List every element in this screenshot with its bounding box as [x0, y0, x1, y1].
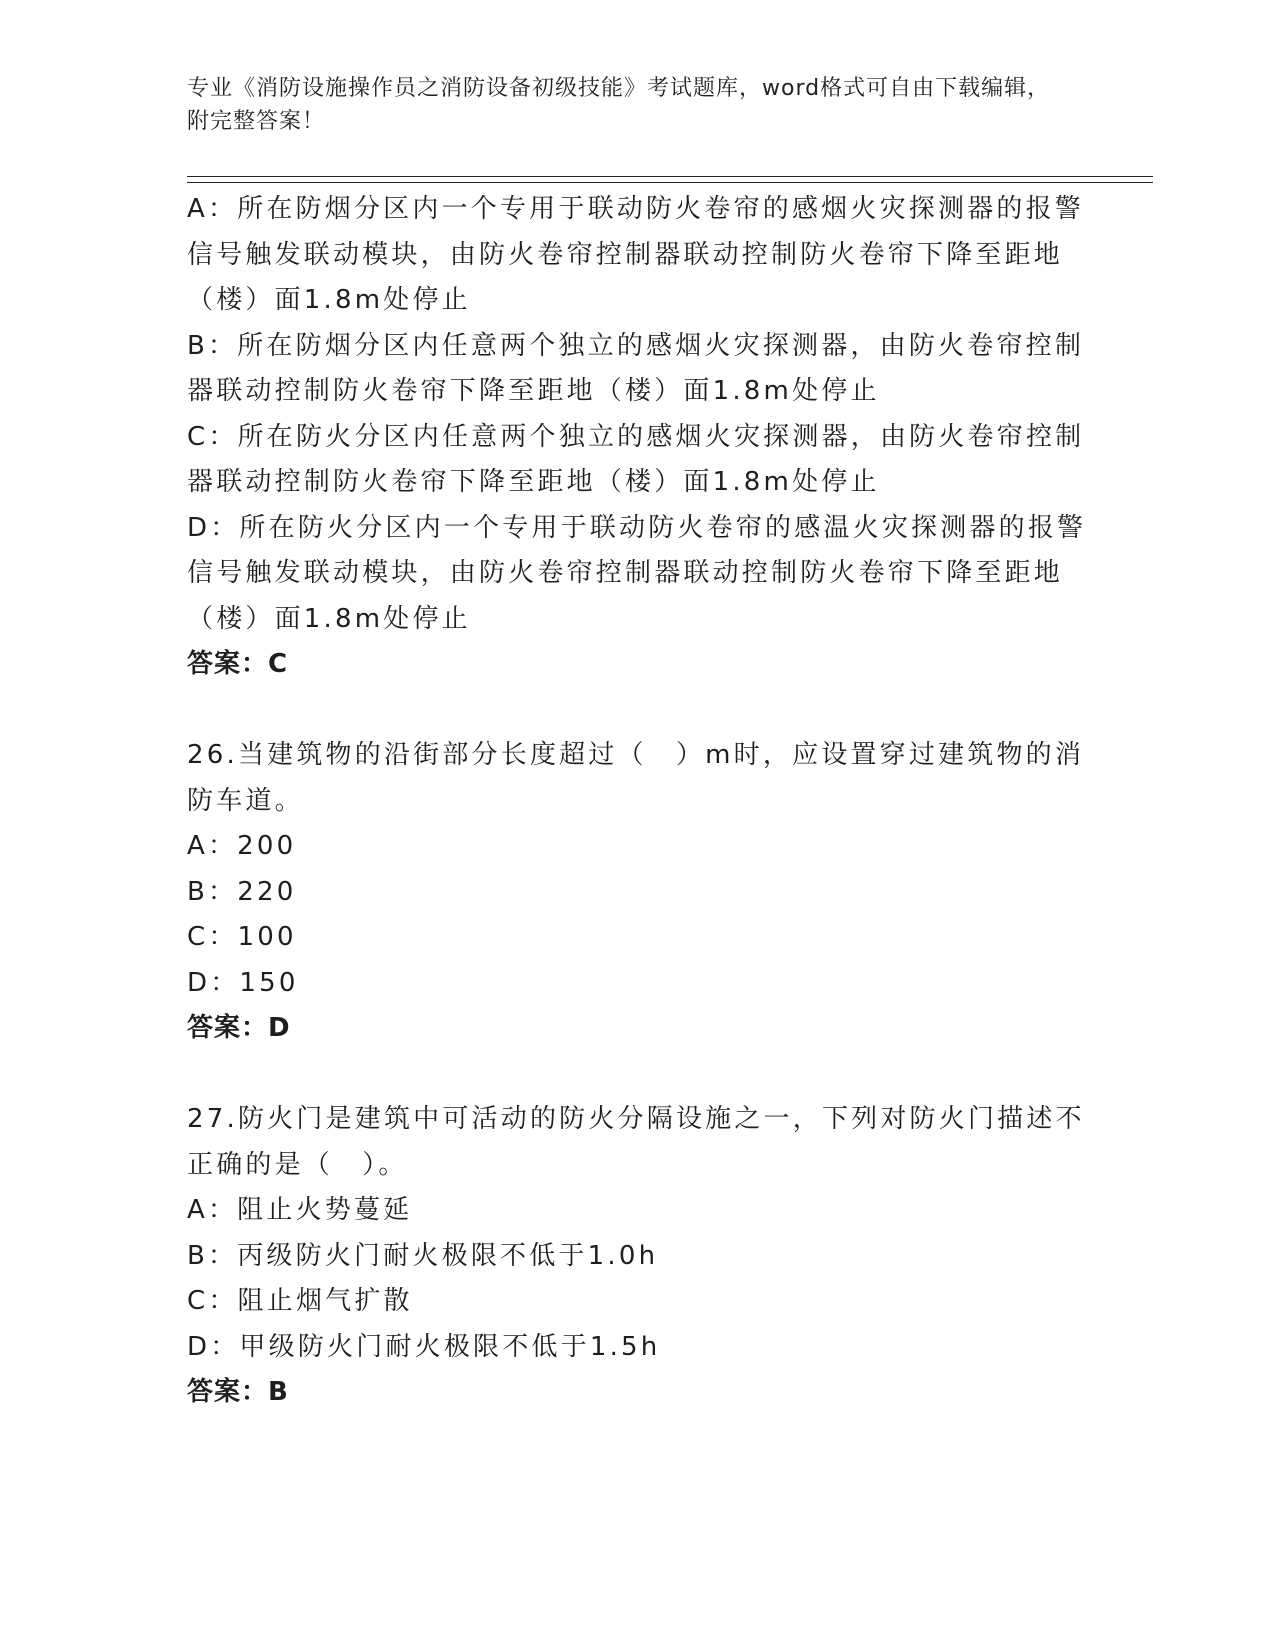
- question-stem: 26.当建筑物的沿街部分长度超过（ ）m时，应设置穿过建筑物的消: [187, 740, 1085, 770]
- question-26: [187, 733, 1087, 1052]
- option-line: A：所在防烟分区内一个专用于联动防火卷帘的感烟火灾探测器的报警: [187, 194, 1084, 224]
- option-line: 信号触发联动模块，由防火卷帘控制器联动控制防火卷帘下降至距地: [187, 239, 1064, 270]
- option-line: （楼）面1.8m处停止: [187, 603, 471, 634]
- page-header: 专业《消防设施操作员之消防设备初级技能》考试题库，word格式可自由下载编辑，附完整答案！: [187, 76, 1051, 134]
- option-d: [187, 506, 1087, 643]
- question-stem: 27.防火门是建筑中可活动的防火分隔设施之一，下列对防火门描述不: [187, 1104, 1085, 1134]
- option-d: D：150: [187, 967, 299, 998]
- option-line: （楼）面1.8m处停止: [187, 285, 471, 315]
- spacer: [187, 1052, 1087, 1098]
- question-25: [187, 187, 1087, 688]
- option-a: A：阻止火势蔓延: [187, 1195, 413, 1225]
- option-c: C：100: [187, 922, 297, 952]
- option-a: A：200: [187, 831, 297, 861]
- option-c: [187, 415, 1087, 506]
- header-rule-top: [187, 176, 1153, 177]
- option-a: [187, 187, 1087, 324]
- question-content: [187, 187, 1087, 1416]
- option-line: 器联动控制防火卷帘下降至距地（楼）面1.8m处停止: [187, 376, 880, 406]
- option-d: D：甲级防火门耐火极限不低于1.5h: [187, 1331, 661, 1362]
- question-stem: 防车道。: [187, 785, 304, 816]
- spacer: [187, 688, 1087, 734]
- option-line: C：所在防火分区内任意两个独立的感烟火灾探测器，由防火卷帘控制: [187, 421, 1085, 452]
- answer-label: 答案：C: [187, 649, 289, 679]
- option-b: B：220: [187, 876, 297, 907]
- option-c: C：阻止烟气扩散: [187, 1286, 413, 1316]
- question-27: [187, 1097, 1087, 1416]
- question-stem: 正确的是（ ）。: [187, 1149, 408, 1180]
- option-line: D：所在防火分区内一个专用于联动防火卷帘的感温火灾探测器的报警: [187, 512, 1087, 543]
- header-rule-bottom: [187, 182, 1153, 183]
- option-line: B：所在防烟分区内任意两个独立的感烟火灾探测器，由防火卷帘控制: [187, 330, 1085, 361]
- option-b: B：丙级防火门耐火极限不低于1.0h: [187, 1240, 659, 1271]
- option-line: 器联动控制防火卷帘下降至距地（楼）面1.8m处停止: [187, 467, 880, 497]
- answer-label: 答案：D: [187, 1013, 291, 1043]
- answer-label: 答案：B: [187, 1377, 289, 1407]
- option-b: [187, 324, 1087, 415]
- option-line: 信号触发联动模块，由防火卷帘控制器联动控制防火卷帘下降至距地: [187, 558, 1064, 588]
